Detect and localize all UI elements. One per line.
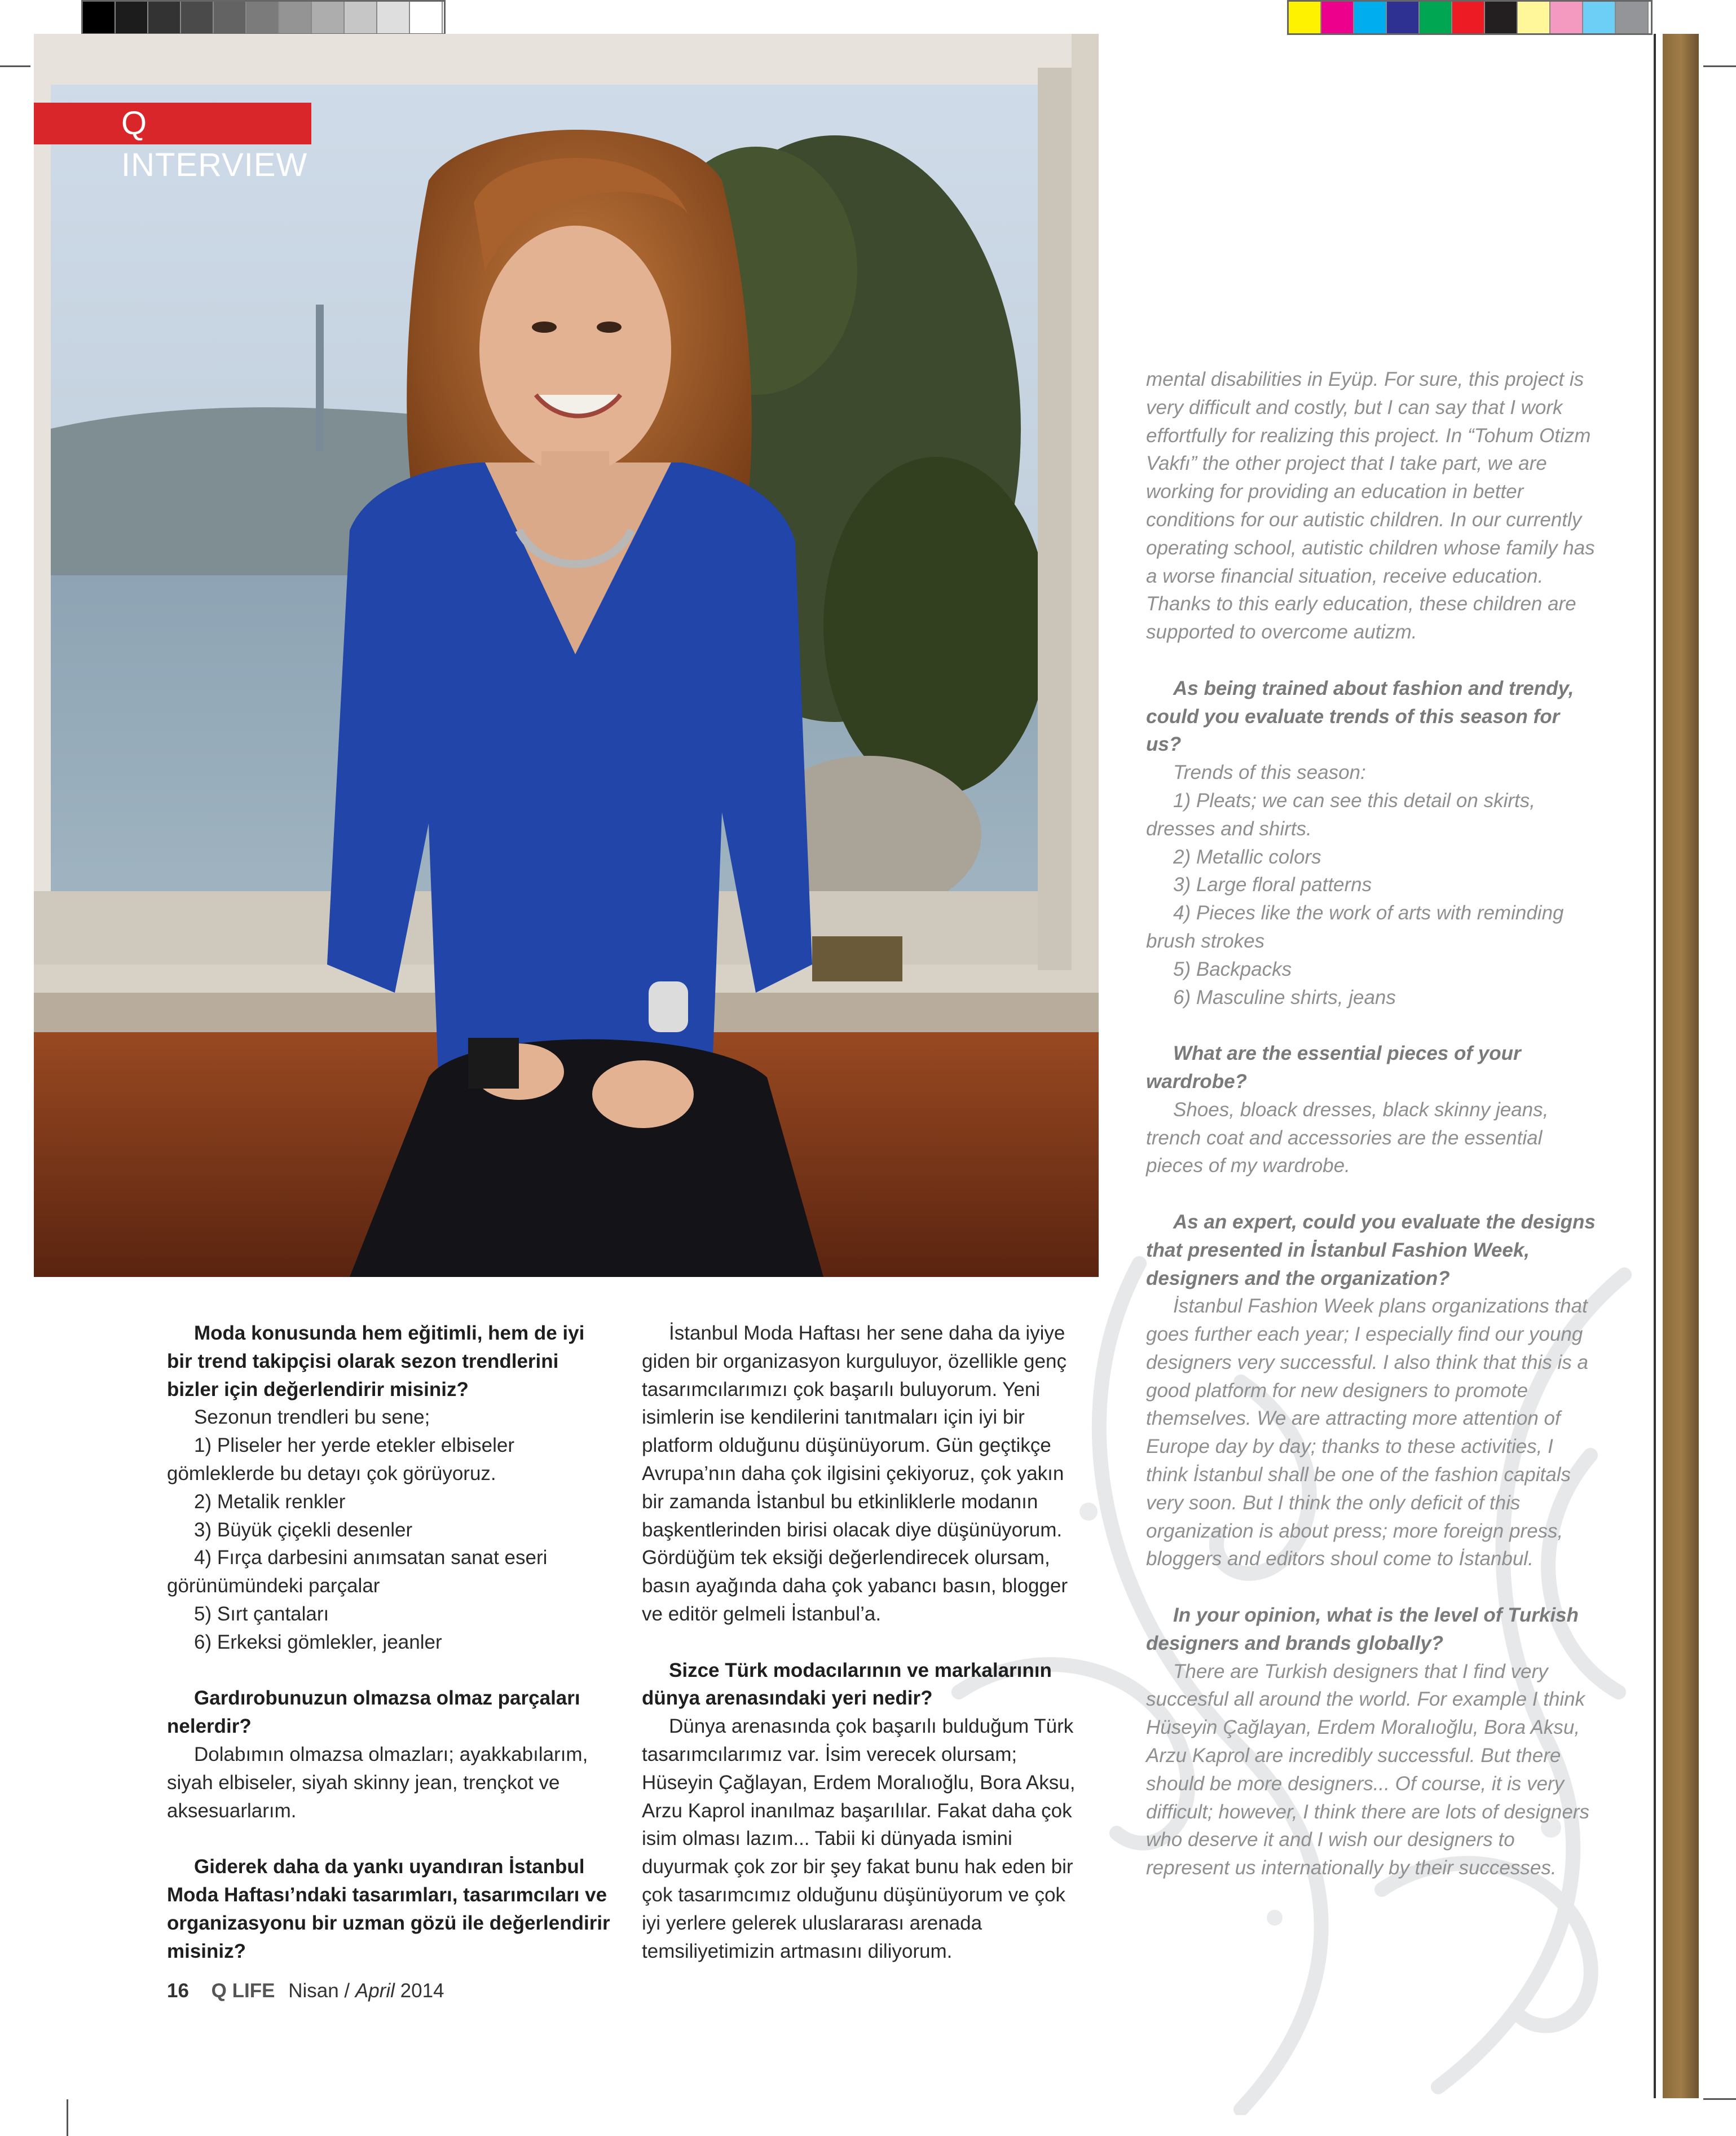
paragraph-gap [167, 1657, 613, 1685]
registration-swatch [1354, 2, 1387, 33]
answer-paragraph: 2) Metallic colors [1173, 845, 1321, 868]
turkish-text-column-middle [642, 1319, 1082, 1965]
answer-paragraph: 4) Pieces like the work of arts with reminding brush strokes [1146, 902, 1564, 952]
answer-paragraph: İstanbul Fashion Week plans organizations that goes further each year; I especially find our young designers very successful. I also think that this is a good platform for new designers to promote themselves. We are attracting more attention of Europe day by day; thanks to these activities, I think İstanbul shall be one of the fashion capitals very soon. But I think the only deficit of this organization is about press; more foreign press, bloggers and editors shoul come to İstanbul. [1146, 1295, 1588, 1570]
registration-swatch [279, 2, 312, 33]
interview-question: In your opinion, what is the level of Turkish designers and brands globally? [1146, 1604, 1579, 1654]
answer-paragraph: Sezonun trendleri bu sene; [194, 1406, 430, 1429]
color-registration-strip [1287, 0, 1653, 35]
paragraph-gap [1146, 1180, 1597, 1208]
answer-paragraph: 6) Erkeksi gömlekler, jeanler [194, 1631, 442, 1653]
registration-swatch [1518, 2, 1550, 33]
answer-paragraph: 1) Pleats; we can see this detail on skirts, dresses and shirts. [1146, 789, 1535, 840]
registration-swatch [83, 2, 116, 33]
registration-swatch [1485, 2, 1518, 33]
registration-swatch [116, 2, 148, 33]
paragraph-gap [1146, 1573, 1597, 1601]
interview-question: Sizce Türk modacılarının ve markalarının dünya arenasındaki yeri nedir? [642, 1659, 1052, 1710]
page-number: 16 [167, 1980, 189, 2002]
answer-paragraph: 3) Large floral patterns [1173, 874, 1372, 896]
registration-swatch [1583, 2, 1616, 33]
registration-swatch [1420, 2, 1452, 33]
answer-paragraph: 5) Backpacks [1173, 958, 1292, 980]
registration-swatch [148, 2, 181, 33]
paragraph-gap [1146, 646, 1597, 675]
registration-swatch [1321, 2, 1354, 33]
registration-swatch [181, 2, 214, 33]
answer-paragraph: 3) Büyük çiçekli desenler [194, 1518, 413, 1541]
page-footer [167, 1980, 444, 2002]
answer-paragraph: Trends of this season: [1173, 761, 1366, 784]
paragraph-gap [642, 1628, 1082, 1657]
answer-paragraph: İstanbul Moda Haftası her sene daha da iyiye giden bir organizasyon kurguluyor, özellikle genç tasarımcılarımızı çok başarılı buluyorum. Yeni isimlerin ise kendilerini tanıtmaları için iyi bir platform olduğunu düşünüyorum. Gün geçtikçe Avrupa’nın daha çok ilgisini çekiyoruz, çok yakın bir zamanda İstanbul bu etkinliklerle modanın başkentlerinden birisi olacak diye düşünüyorum. Gördüğüm tek eksiği değerlendirecek olursam, basın ayağında daha çok yabancı basın, blogger ve editör gelmeli İstanbul’a. [642, 1322, 1068, 1625]
answer-paragraph: There are Turkish designers that I find very succesful all around the world. For example I think Hüseyin Çağlayan, Erdem Moralıoğlu, Bora Aksu, Arzu Kaprol are incredibly successful. But there should be more designers... Of course, it is very difficult; however, I think there are lots of designers who deserve it and I wish our designers to represent us internationally by their successes. [1146, 1660, 1589, 1879]
registration-swatch [410, 2, 443, 33]
registration-swatch [246, 2, 279, 33]
answer-paragraph: 6) Masculine shirts, jeans [1173, 986, 1396, 1008]
answer-paragraph: Shoes, bloack dresses, black skinny jeans, trench coat and accessories are the essential pieces of my wardrobe. [1146, 1098, 1549, 1177]
interview-question: Giderek daha da yankı uyandıran İstanbul Moda Haftası’ndaki tasarımları, tasarımcıları ve organizasyonu bir uzman gözü ile değerlendirir misiniz? [167, 1856, 610, 1962]
paragraph-gap [1146, 1011, 1597, 1040]
answer-paragraph: 2) Metalik renkler [194, 1490, 346, 1513]
crop-mark [1703, 2098, 1736, 2100]
registration-swatch [1550, 2, 1583, 33]
english-text-column [1146, 365, 1597, 1882]
answer-paragraph: Dolabımın olmazsa olmazları; ayakkabılarım, siyah elbiseler, siyah skinny jean, trençkot ve aksesuarlarım. [167, 1743, 588, 1822]
registration-swatch [1289, 2, 1321, 33]
crop-mark [67, 2099, 68, 2136]
registration-swatch [1616, 2, 1649, 33]
registration-swatch [1452, 2, 1485, 33]
year: 2014 [400, 1980, 444, 2002]
interview-question: As being trained about fashion and trendy, could you evaluate trends of this season for us? [1146, 677, 1574, 756]
paragraph-gap [167, 1825, 613, 1853]
answer-paragraph: Dünya arenasında çok başarılı bulduğum Türk tasarımcılarımız var. İsim verecek olursam; Hüseyin Çağlayan, Erdem Moralıoğlu, Bora Aksu, Arzu Kaprol inanılmaz başarılılar. Fakat daha çok isim olması lazım... Tabii ki dünyada ismini duyurmak çok zor bir şey fakat bunu hak eden bir çok tasarımcımız olduğunu düşünüyorum ve çok iyi yerlere gelerek uluslararası arenada temsiliyetimizin artmasını diliyorum. [642, 1715, 1076, 1962]
registration-swatch [345, 2, 377, 33]
answer-paragraph: 1) Pliseler her yerde etekler elbiseler gömleklerde bu detayı çok görüyoruz. [167, 1434, 515, 1485]
interview-question: What are the essential pieces of your wardrobe? [1146, 1042, 1521, 1093]
portrait-photo [34, 34, 1099, 1277]
registration-swatch [1387, 2, 1420, 33]
grayscale-registration-strip [81, 0, 446, 35]
crop-mark [0, 65, 30, 67]
answer-paragraph: 4) Fırça darbesini anımsatan sanat eseri görünümündeki parçalar [167, 1547, 548, 1597]
interview-question: Gardırobunuzun olmazsa olmaz parçaları nelerdir? [167, 1687, 580, 1738]
registration-swatch [312, 2, 345, 33]
turkish-text-column-left [167, 1319, 613, 1965]
registration-swatch [214, 2, 246, 33]
interview-question: As an expert, could you evaluate the designs that presented in İstanbul Fashion Week, designers and the organization? [1146, 1210, 1596, 1289]
answer-paragraph: 5) Sırt çantaları [194, 1602, 329, 1625]
answer-paragraph: mental disabilities in Eyüp. For sure, this project is very difficult and costly, but I can say that I work effortfully for realizing this project. In “Tohum Otizm Vakfı” the other project that I take part, we are working for providing an education in better conditions for our autistic children. In our currently operating school, autistic children whose family has a worse financial situation, receive education. Thanks to this early education, these children are supported to overcome autizm. [1146, 368, 1595, 644]
month-english: April [355, 1980, 395, 2002]
date-separator: / [344, 1980, 350, 2002]
section-tag: Q INTERVIEW [34, 103, 311, 144]
magazine-name: Q LIFE [211, 1980, 275, 2002]
registration-swatch [377, 2, 410, 33]
crop-mark [1703, 65, 1736, 67]
interview-question: Moda konusunda hem eğitimli, hem de iyi bir trend takipçisi olarak sezon trendlerini bizler için değerlendirir misiniz? [167, 1322, 585, 1400]
month-turkish: Nisan [288, 1980, 339, 2002]
